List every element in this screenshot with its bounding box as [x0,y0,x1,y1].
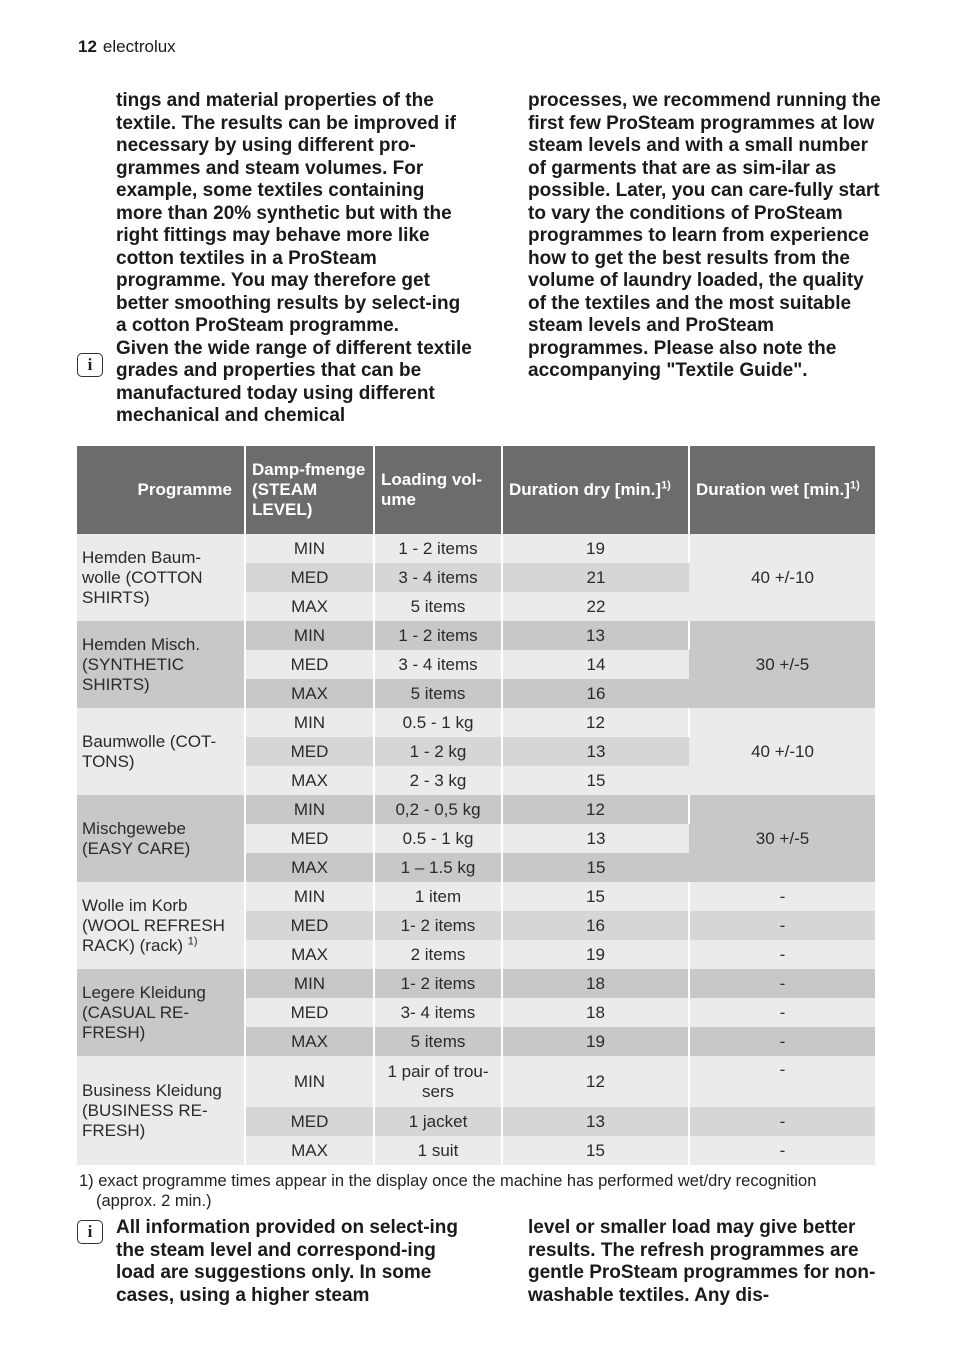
table-header-row [77,446,875,534]
footnote-mark: 1) [187,934,198,947]
intro-column-right [528,90,884,383]
programme-table [77,446,875,1165]
programme-name: Business Kleidung (BUSINESS RE-FRESH) [82,1080,222,1140]
footnote [79,1171,816,1211]
duration-dry-cell: 19 [502,940,689,969]
steam-level-cell: MAX [245,940,374,969]
loading-volume-cell: 1- 2 items [374,911,502,940]
loading-volume-cell: 1 – 1.5 kg [374,853,502,882]
table-row [77,621,875,650]
duration-dry-cell: 16 [502,679,689,708]
loading-volume-cell: 1 suit [374,1136,502,1165]
duration-dry-cell: 21 [502,563,689,592]
duration-dry-cell: 22 [502,592,689,621]
duration-wet-cell: - [689,911,875,940]
steam-level-cell: MAX [245,592,374,621]
duration-wet-cell: - [689,998,875,1027]
loading-volume-cell: 5 items [374,679,502,708]
table-row [77,534,875,563]
steam-level-cell: MAX [245,853,374,882]
duration-dry-cell: 13 [502,824,689,853]
footnote-line: (approx. 2 min.) [96,1192,212,1210]
programme-name: Baumwolle (COT-TONS) [82,731,217,771]
programme-name-cell [77,621,245,708]
loading-volume-cell: 1- 2 items [374,969,502,998]
intro-column-left [116,90,476,428]
intro-paragraph: tings and material properties of the textile. The results can be improved if necessary by using different pro-grammes and steam volumes. For example, some textiles containing more than 20% synthetic but with the right fittings may behave more like cotton textiles in a ProSteam programme. You may therefore get better smoothing results by select-ing a cotton ProSteam programme. [116,90,461,336]
outro-column-right [528,1217,884,1307]
duration-dry-cell: 12 [502,1056,689,1107]
steam-level-cell: MED [245,563,374,592]
duration-dry-cell: 12 [502,708,689,737]
duration-dry-cell: 16 [502,911,689,940]
duration-wet-cell: 40 +/-10 [689,534,875,621]
loading-volume-cell: 3- 4 items [374,998,502,1027]
duration-dry-cell: 19 [502,1027,689,1056]
duration-dry-cell: 13 [502,1107,689,1136]
steam-level-cell: MED [245,737,374,766]
loading-volume-cell: 1 pair of trou-sers [374,1056,502,1107]
steam-level-cell: MAX [245,1136,374,1165]
loading-volume-cell: 0.5 - 1 kg [374,824,502,853]
duration-wet-cell: 30 +/-5 [689,795,875,882]
programme-name-cell [77,969,245,1056]
steam-level-cell: MED [245,1107,374,1136]
duration-wet-cell: - [689,969,875,998]
duration-wet-cell: 30 +/-5 [689,621,875,708]
brand-name: electrolux [102,37,176,56]
steam-level-cell: MIN [245,534,374,563]
table-row [77,795,875,824]
table-row [77,882,875,911]
steam-level-cell: MED [245,824,374,853]
programme-name: Hemden Baum-wolle (COTTON SHIRTS) [82,547,203,607]
duration-wet-cell: - [689,882,875,911]
loading-volume-cell: 1 - 2 kg [374,737,502,766]
outro-column-left [116,1217,476,1307]
loading-volume-cell: 0.5 - 1 kg [374,708,502,737]
outro-paragraph: level or smaller load may give better results. The refresh programmes are gentle ProSteam programmes for non-washable textiles. Any dis- [528,1217,876,1306]
header-duration-wet [689,446,875,534]
loading-volume-cell: 1 jacket [374,1107,502,1136]
programme-name: Wolle im Korb (WOOL REFRESH RACK) (rack) [82,895,225,955]
duration-dry-cell: 13 [502,737,689,766]
duration-wet-cell: - [689,940,875,969]
info-icon: i [77,353,103,377]
steam-level-cell: MED [245,650,374,679]
steam-level-cell: MIN [245,969,374,998]
duration-dry-cell: 15 [502,766,689,795]
duration-wet-cell: - [689,1027,875,1056]
steam-level-cell: MED [245,911,374,940]
programme-name-cell [77,882,245,969]
loading-volume-cell: 5 items [374,1027,502,1056]
steam-level-cell: MIN [245,621,374,650]
programme-name-cell [77,534,245,621]
page-header [78,37,176,57]
info-icon: i [77,1220,103,1244]
steam-level-cell: MIN [245,1056,374,1107]
programme-name-cell [77,1056,245,1165]
header-duration-dry [502,446,689,534]
programme-name-cell [77,708,245,795]
duration-dry-cell: 18 [502,969,689,998]
steam-level-cell: MIN [245,882,374,911]
header-duration-dry-label: Duration dry [min.] [509,480,662,499]
duration-dry-cell: 15 [502,882,689,911]
header-loading-volume: Loading vol-ume [374,446,502,534]
programme-name: Hemden Misch. (SYNTHETIC SHIRTS) [82,634,201,694]
loading-volume-cell: 2 items [374,940,502,969]
footnote-line: 1) exact programme times appear in the display once the machine has performed wet/dry recognition [79,1172,817,1190]
loading-volume-cell: 1 - 2 items [374,621,502,650]
loading-volume-cell: 1 item [374,882,502,911]
programme-name-cell [77,795,245,882]
programme-name: Legere Kleidung (CASUAL RE-FRESH) [82,982,206,1042]
table-row [77,1056,875,1107]
table-body [77,534,875,1165]
duration-wet-cell: - [689,1136,875,1165]
footnote-mark: 1) [661,479,671,492]
duration-wet-cell: 40 +/-10 [689,708,875,795]
header-steam-level: Damp-fmenge (STEAM LEVEL) [245,446,374,534]
steam-level-cell: MIN [245,708,374,737]
loading-volume-cell: 5 items [374,592,502,621]
footnote-mark: 1) [849,479,860,492]
programme-name: Mischgewebe (EASY CARE) [82,818,191,858]
steam-level-cell: MAX [245,1027,374,1056]
table-row [77,708,875,737]
loading-volume-cell: 0,2 - 0,5 kg [374,795,502,824]
duration-dry-cell: 19 [502,534,689,563]
steam-level-cell: MAX [245,679,374,708]
loading-volume-cell: 3 - 4 items [374,650,502,679]
duration-dry-cell: 12 [502,795,689,824]
steam-level-cell: MED [245,998,374,1027]
steam-level-cell: MAX [245,766,374,795]
duration-dry-cell: 13 [502,621,689,650]
duration-dry-cell: 15 [502,1136,689,1165]
info-note-text: All information provided on select-ing the steam level and correspond-ing load are suggestions only. In some cases, using a higher steam [116,1217,459,1306]
info-note-text: Given the wide range of different textile grades and properties that can be manufactured today using different mechanical and chemical [116,337,472,426]
duration-wet-cell: - [689,1056,875,1107]
page-number: 12 [78,37,97,56]
table-row [77,969,875,998]
duration-wet-cell: - [689,1107,875,1136]
loading-volume-cell: 3 - 4 items [374,563,502,592]
loading-volume-cell: 1 - 2 items [374,534,502,563]
header-duration-wet-label: Duration wet [min.] [696,480,850,499]
duration-dry-cell: 18 [502,998,689,1027]
loading-volume-cell: 2 - 3 kg [374,766,502,795]
header-programme: Programme [77,446,245,534]
duration-dry-cell: 15 [502,853,689,882]
duration-dry-cell: 14 [502,650,689,679]
steam-level-cell: MIN [245,795,374,824]
intro-paragraph-continued: processes, we recommend running the first few ProSteam programmes at low steam levels and with a small number of garments that are as sim-ilar as possible. Later, you can care-fully start to vary the conditions of ProSteam programmes to learn from experience how to get the best results from the volume of laundry loaded, the quality of the textiles and the most suitable steam levels and ProSteam programmes. Please also note the accompanying "Textile Guide". [528,90,881,381]
